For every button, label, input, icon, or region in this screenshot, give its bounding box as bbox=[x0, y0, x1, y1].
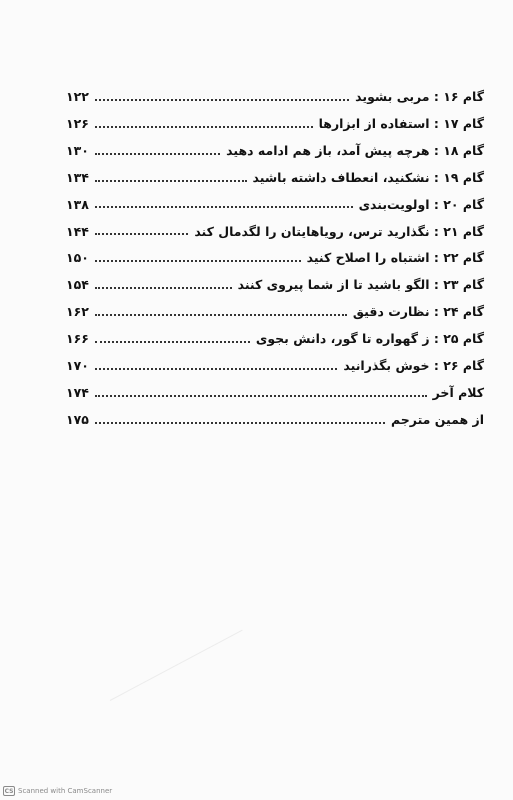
toc-entry-title: از همین مترجم bbox=[390, 411, 484, 427]
toc-entry bbox=[66, 159, 484, 186]
camscanner-logo-icon: CS bbox=[4, 787, 14, 795]
toc-entry-page: ۱۷۵ bbox=[66, 411, 89, 427]
dot-leader bbox=[95, 206, 353, 208]
camscanner-watermark bbox=[3, 786, 112, 796]
dot-leader bbox=[95, 153, 220, 155]
dot-leader bbox=[95, 341, 250, 343]
toc-entry bbox=[66, 293, 484, 320]
toc-entry-page: ۱۵۰ bbox=[66, 250, 89, 266]
toc-entry-page: ۱۲۶ bbox=[66, 116, 89, 132]
dot-leader bbox=[95, 126, 313, 128]
toc-entry-title: گام ۲۴ : نظارت دقیق bbox=[352, 304, 484, 320]
toc-entry-title: گام ۱۸ : هرچه پیش آمد، باز هم ادامه دهید bbox=[226, 142, 484, 158]
toc-entry-title: گام ۲۰ : اولویت‌بندی bbox=[358, 196, 484, 212]
dot-leader bbox=[95, 395, 427, 397]
toc-entry-page: ۱۳۰ bbox=[66, 142, 89, 158]
dot-leader bbox=[95, 180, 247, 182]
paper-fold-line bbox=[110, 630, 243, 701]
toc-entry-title: گام ۱۷ : استفاده از ابزارها bbox=[318, 116, 484, 132]
toc-entry bbox=[66, 78, 484, 105]
toc-entry-page: ۱۷۰ bbox=[66, 358, 89, 374]
toc-entry-title: گام ۱۶ : مربی بشوید bbox=[355, 89, 484, 105]
toc-entry-title: گام ۱۹ : نشکنید، انعطاف داشته باشید bbox=[252, 169, 484, 185]
toc-entry-page: ۱۶۲ bbox=[66, 304, 89, 320]
toc-entry-title: گام ۲۳ : الگو باشید تا از شما پیروی کنند bbox=[237, 277, 484, 293]
dot-leader bbox=[95, 287, 232, 289]
toc-entry-page: ۱۲۲ bbox=[66, 89, 89, 105]
toc-entry-page: ۱۳۴ bbox=[66, 169, 89, 185]
toc-entry bbox=[66, 266, 484, 293]
toc-entry bbox=[66, 374, 484, 401]
toc-entry-title: گام ۲۲ : اشتباه را اصلاح کنید bbox=[306, 250, 484, 266]
toc-entry bbox=[66, 320, 484, 347]
toc-entry bbox=[66, 239, 484, 266]
toc-entry-page: ۱۷۴ bbox=[66, 384, 89, 400]
toc-entry bbox=[66, 347, 484, 374]
toc-entry-page: ۱۶۶ bbox=[66, 331, 89, 347]
dot-leader bbox=[95, 368, 338, 370]
toc-entry-page: ۱۵۴ bbox=[66, 277, 89, 293]
dot-leader bbox=[95, 422, 385, 424]
toc-entry bbox=[66, 132, 484, 159]
toc-entry bbox=[66, 186, 484, 213]
dot-leader bbox=[95, 314, 347, 316]
toc-entry-title: گام ۲۱ : نگذارید ترس، رویاهایتان را لگدمال کند bbox=[194, 223, 484, 239]
toc-entry bbox=[66, 105, 484, 132]
table-of-contents bbox=[66, 78, 484, 428]
watermark-text: Scanned with CamScanner bbox=[18, 787, 113, 795]
dot-leader bbox=[95, 233, 188, 235]
toc-entry-title: کلام آخر bbox=[432, 384, 484, 400]
dot-leader bbox=[95, 260, 301, 262]
toc-entry bbox=[66, 212, 484, 239]
toc-entry-page: ۱۳۸ bbox=[66, 196, 89, 212]
dot-leader bbox=[95, 99, 349, 101]
toc-entry-title: گام ۲۵ : ز گهواره تا گور، دانش بجوی bbox=[255, 331, 484, 347]
toc-entry-page: ۱۴۴ bbox=[66, 223, 89, 239]
toc-entry-title: گام ۲۶ : خوش بگذرانید bbox=[343, 358, 484, 374]
toc-entry bbox=[66, 401, 484, 428]
